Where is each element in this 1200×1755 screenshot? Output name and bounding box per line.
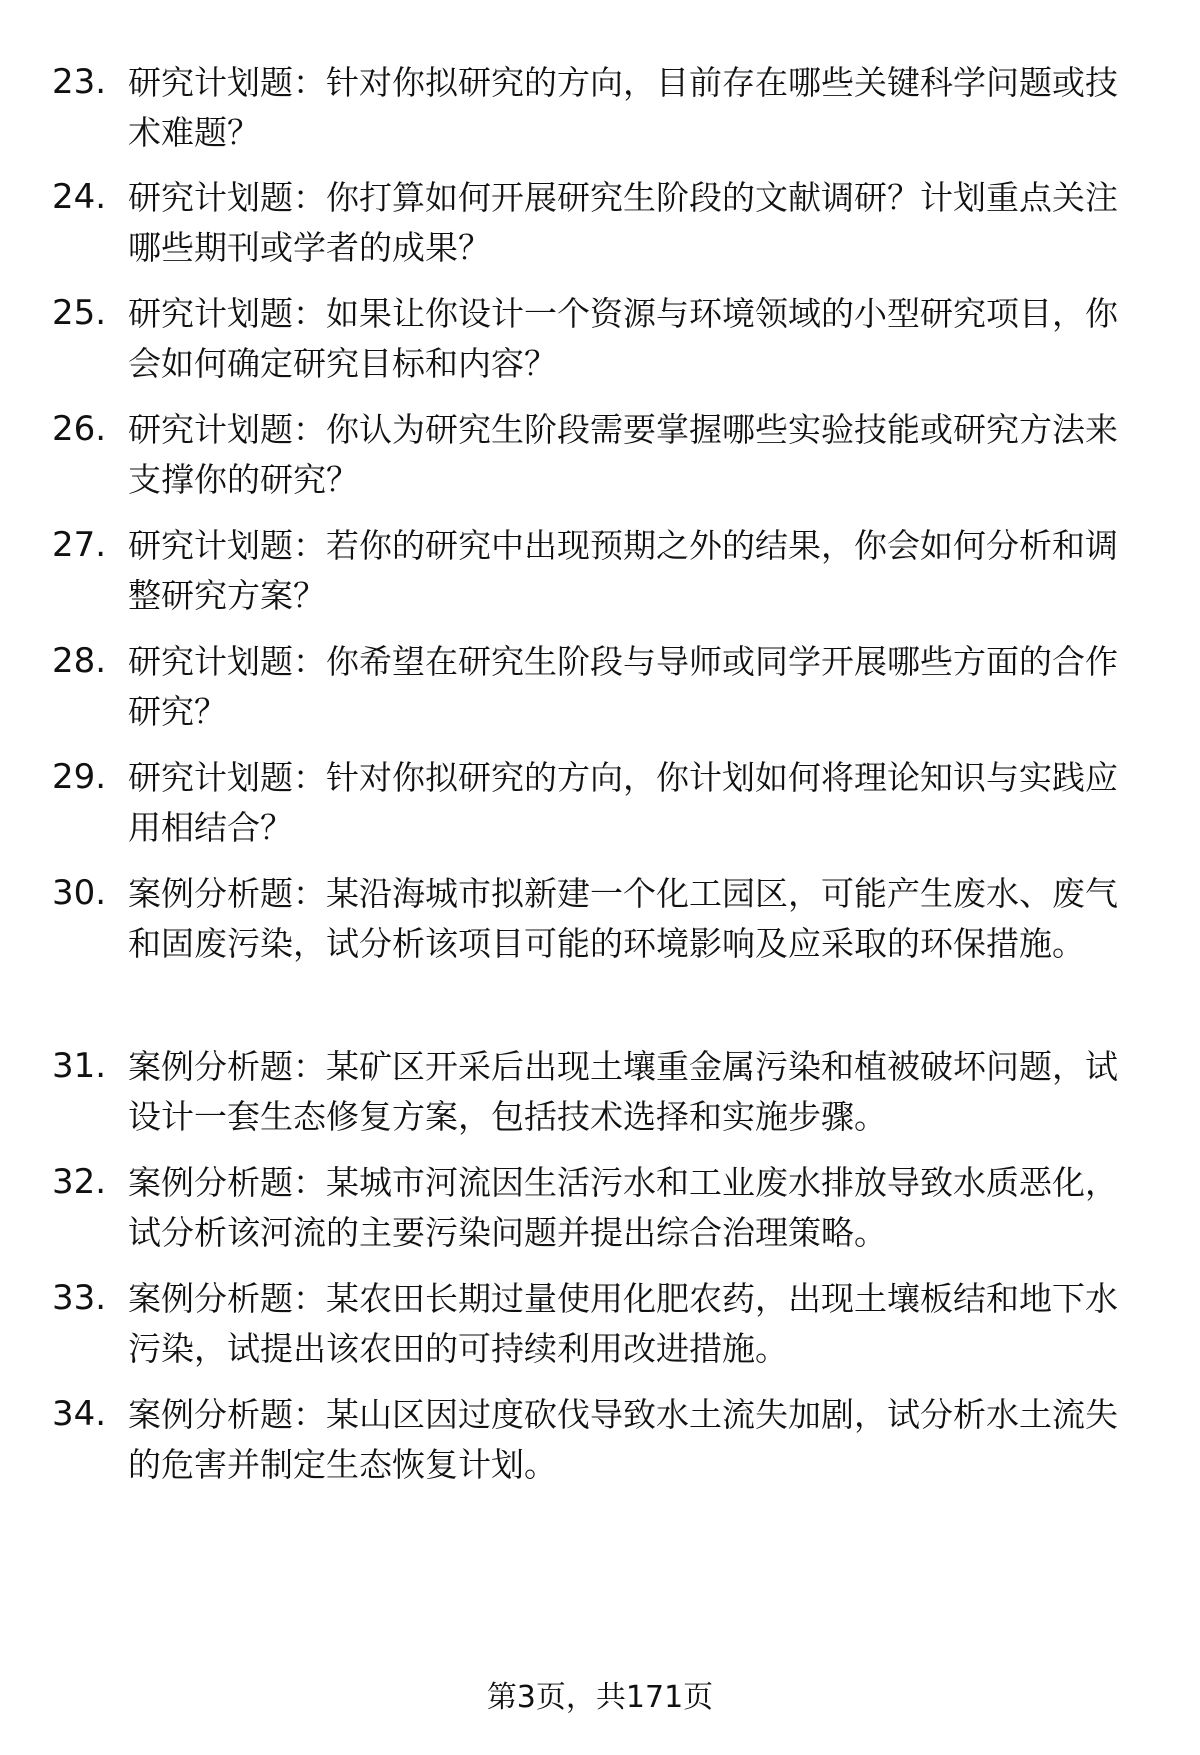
question-number: 25. xyxy=(52,293,107,333)
question-number: 28. xyxy=(52,641,107,681)
question-number: 31. xyxy=(52,1046,107,1086)
question-text: 研究计划题：若你的研究中出现预期之外的结果，你会如何分析和调整研究方案？ xyxy=(128,526,1118,615)
question-text: 研究计划题：针对你拟研究的方向，你计划如何将理论知识与实践应用相结合？ xyxy=(128,758,1118,847)
question-number: 27. xyxy=(52,525,107,565)
question-number: 34. xyxy=(52,1394,107,1434)
question-text: 案例分析题：某山区因过度砍伐导致水土流失加剧，试分析水土流失的危害并制定生态恢复计划。 xyxy=(128,1395,1118,1484)
question-number: 33. xyxy=(52,1278,107,1318)
question-text: 案例分析题：某城市河流因生活污水和工业废水排放导致水质恶化，试分析该河流的主要污染问题并提出综合治理策略。 xyxy=(128,1163,1118,1252)
question-text: 研究计划题：针对你拟研究的方向，目前存在哪些关键科学问题或技术难题？ xyxy=(128,63,1118,152)
question-text: 研究计划题：你打算如何开展研究生阶段的文献调研？计划重点关注哪些期刊或学者的成果？ xyxy=(128,178,1118,267)
question-number: 24. xyxy=(52,177,107,217)
question-text: 研究计划题：你希望在研究生阶段与导师或同学开展哪些方面的合作研究？ xyxy=(128,642,1118,731)
question-number: 32. xyxy=(52,1162,107,1202)
question-number: 30. xyxy=(52,873,107,913)
question-number: 29. xyxy=(52,757,107,797)
question-text: 研究计划题：如果让你设计一个资源与环境领域的小型研究项目，你会如何确定研究目标和内容？ xyxy=(128,294,1118,383)
question-number: 26. xyxy=(52,409,107,449)
question-text: 案例分析题：某农田长期过量使用化肥农药，出现土壤板结和地下水污染，试提出该农田的可持续利用改进措施。 xyxy=(128,1279,1118,1368)
question-number: 23. xyxy=(52,62,107,102)
question-text: 案例分析题：某矿区开采后出现土壤重金属污染和植被破坏问题，试设计一套生态修复方案，包括技术选择和实施步骤。 xyxy=(128,1047,1118,1136)
page-footer: 第3页，共171页 xyxy=(486,1680,714,1715)
question-text: 案例分析题：某沿海城市拟新建一个化工园区，可能产生废水、废气和固废污染，试分析该项目可能的环境影响及应采取的环保措施。 xyxy=(128,874,1118,963)
question-text: 研究计划题：你认为研究生阶段需要掌握哪些实验技能或研究方法来支撑你的研究？ xyxy=(128,410,1118,499)
